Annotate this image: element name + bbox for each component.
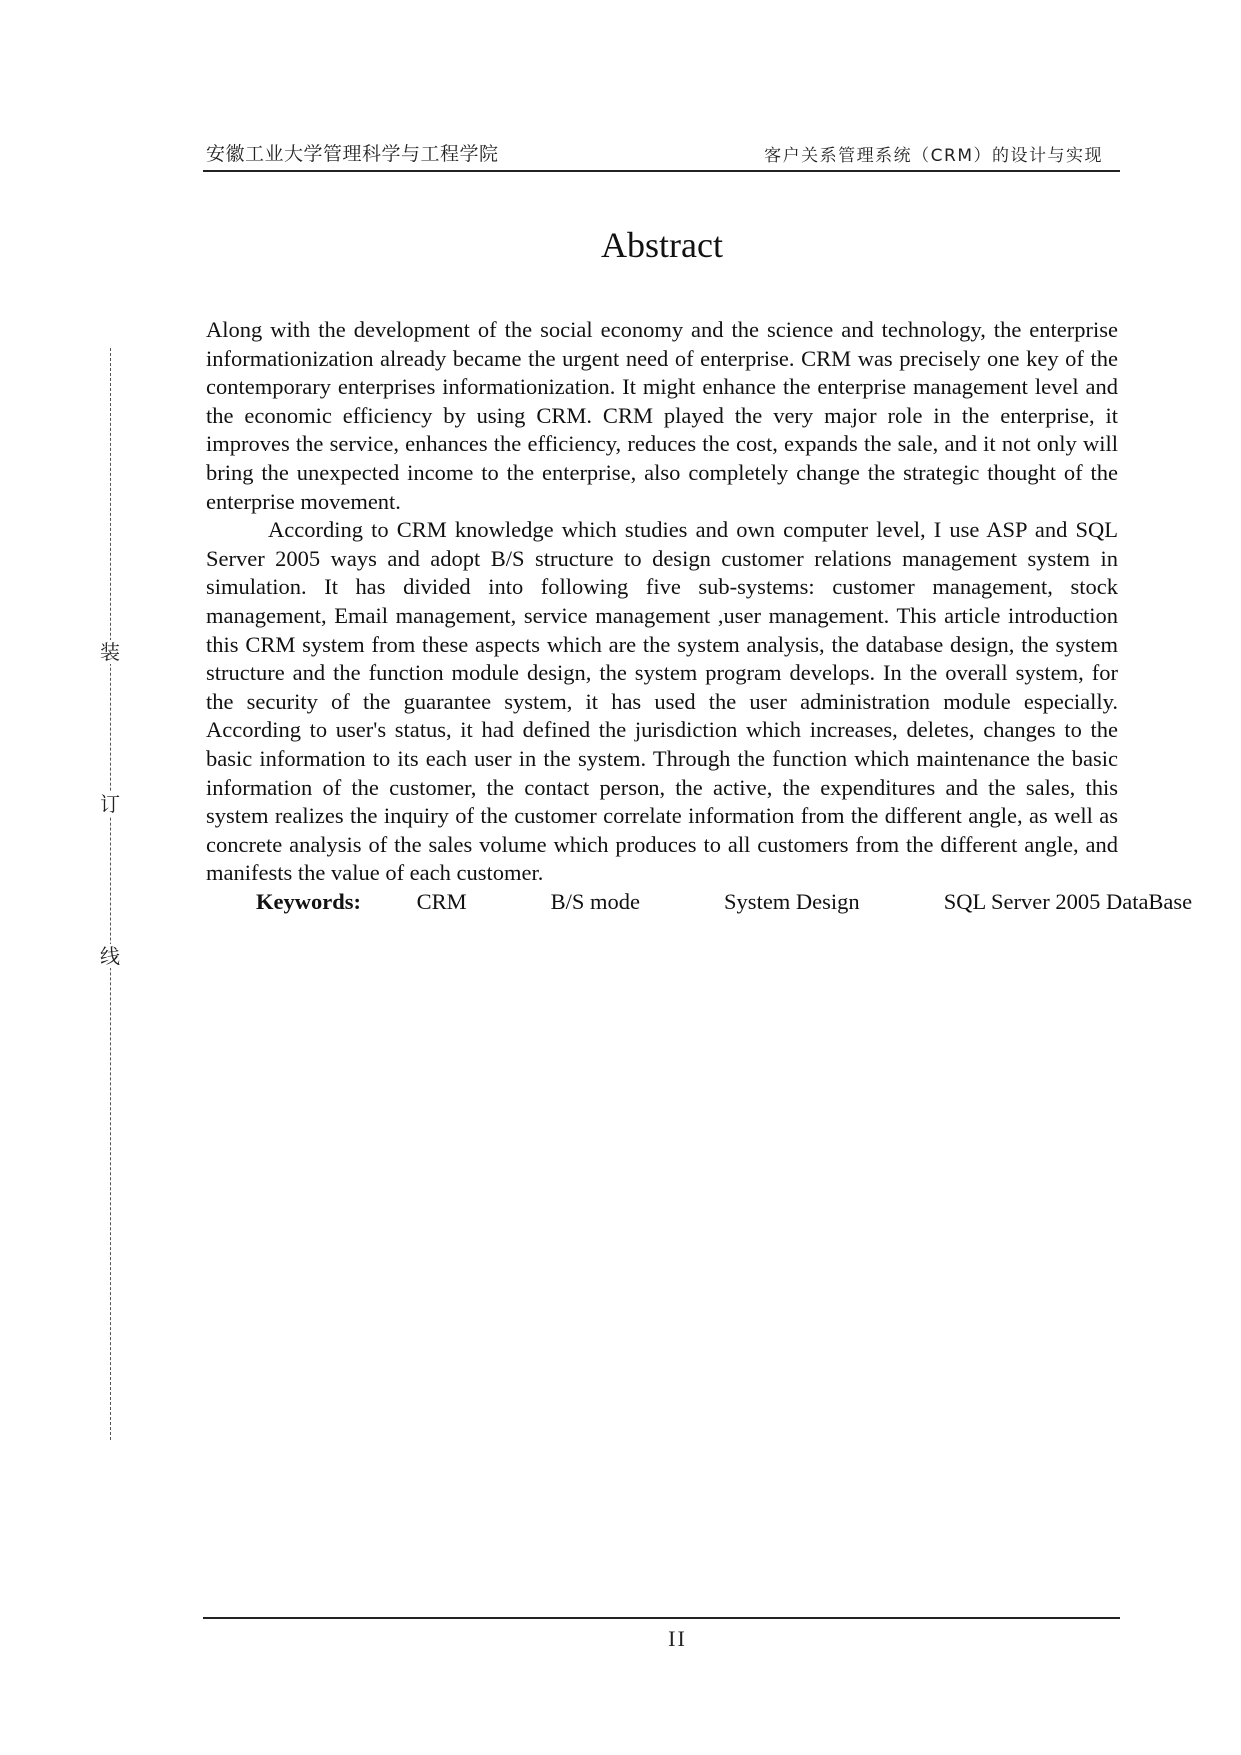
abstract-paragraph-1: Along with the development of the social economy and the science and technology, the enterprise informationization already became the urgent need of enterprise. CRM was precisely one key of the contemporary enterprises informationization. It might enhance the enterprise management level and the economic efficiency by using CRM. CRM played the very major role in the enterprise, it improves the service, enhances the efficiency, reduces the cost, expands the sale, and it not only will bring the unexpected income to the enterprise, also completely change the strategic thought of the enterprise movement. [206, 317, 1118, 514]
binding-dashed-line [110, 348, 111, 1440]
binding-char-ding: 订 [100, 792, 120, 816]
keywords-line [206, 888, 1193, 917]
abstract-paragraph-2: According to CRM knowledge which studies and own computer level, I use ASP and SQL Server 2005 ways and adopt B/S structure to design customer relations management system in simulation. It has divided into following five sub-systems: customer management, stock management, Email management, service management ,user management. This article introduction this CRM system from these aspects which are the system analysis, the database design, the system structure and the function module design, the system program develops. In the overall system, for the security of the guarantee system, it has used the user administration module especially. According to user's status, it had defined the jurisdiction which increases, deletes, changes to the basic information to its each user in the system. Through the function which maintenance the basic information of the customer, the contact person, the active, the expenditures and the sales, this system realizes the inquiry of the customer correlate information from the different angle, as well as concrete analysis of the sales volume which produces to all customers from the different angle, and manifests the value of each customer. [206, 517, 1118, 886]
keyword-item: CRM [416, 888, 467, 914]
binding-char-zhuang: 装 [100, 640, 120, 664]
abstract-body [206, 316, 1193, 916]
header-rule [203, 170, 1120, 172]
keywords-label: Keywords: [256, 888, 361, 914]
footer-rule [203, 1617, 1120, 1619]
binding-char-xian: 线 [100, 944, 120, 968]
page-title: Abstract [601, 225, 723, 265]
keyword-item: SQL Server 2005 DataBase [943, 888, 1193, 914]
header-institution: 安徽工业大学管理科学与工程学院 [206, 143, 499, 165]
page-number: II [668, 1626, 687, 1651]
keyword-item: B/S mode [550, 888, 641, 914]
keyword-item: System Design [724, 888, 860, 914]
header-thesis-title: 客户关系管理系统（CRM）的设计与实现 [764, 146, 1103, 166]
